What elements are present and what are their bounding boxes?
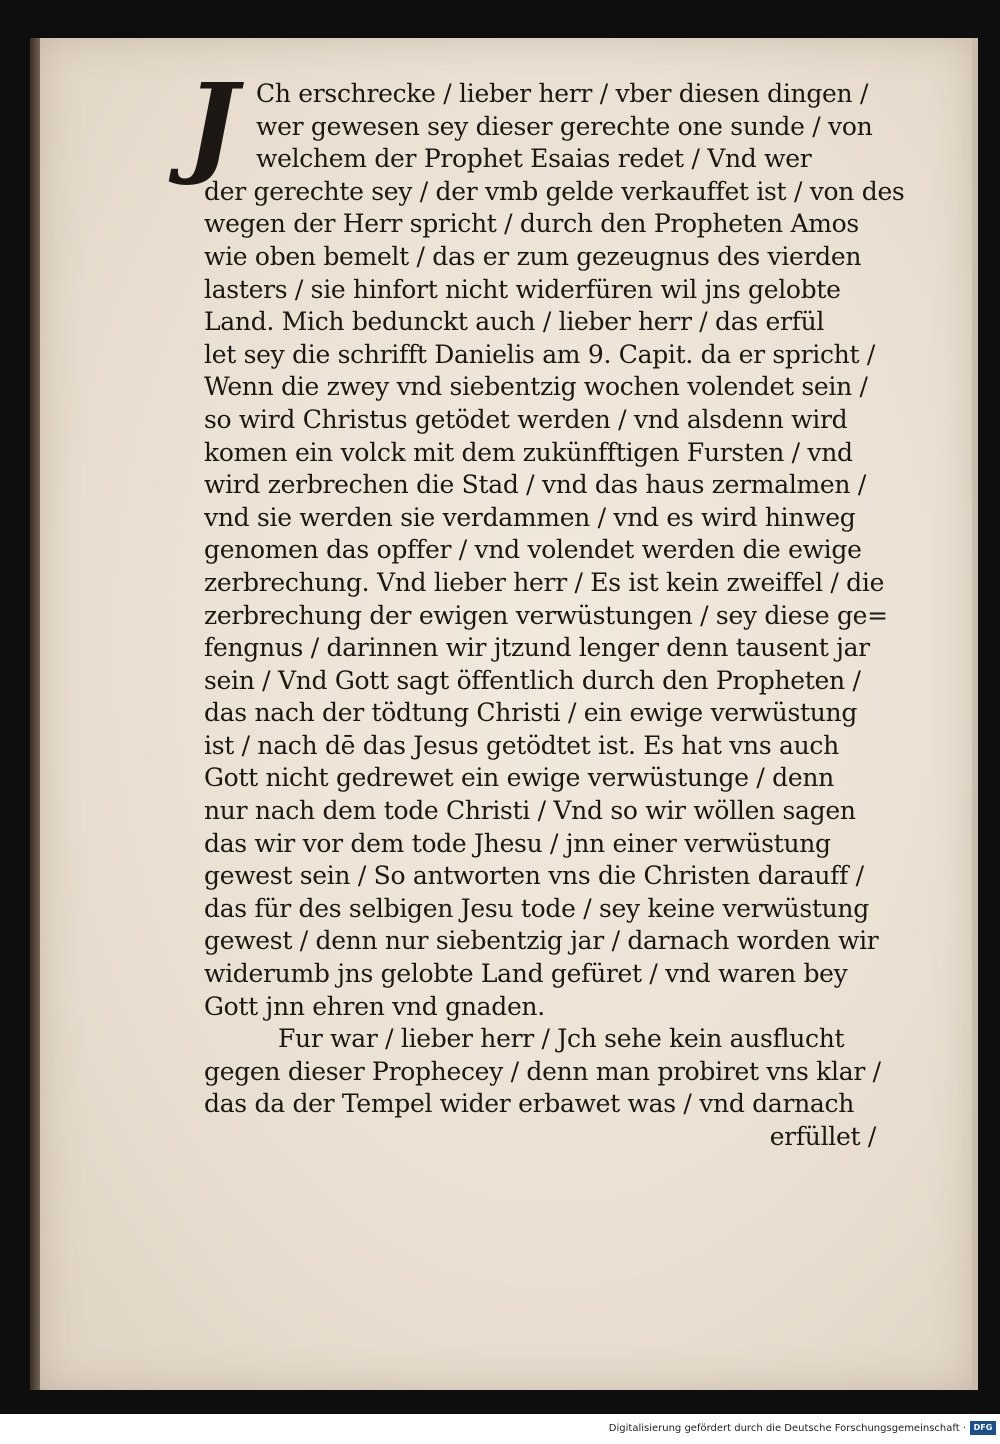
text-line: das für des selbigen Jesu tode / sey keine verwüstung <box>204 893 869 923</box>
text-line: das nach der tödtung Christi / ein ewige verwüstung <box>204 698 858 728</box>
text-line: gewest / denn nur siebentzig jar / darnach worden wir <box>204 926 879 956</box>
text-line: Land. Mich bedunckt auch / lieber herr / das erfül <box>204 307 825 337</box>
text-line: der gerechte sey / der vmb gelde verkauffet ist / von des <box>204 176 905 206</box>
drop-cap-initial: J <box>186 59 238 188</box>
text-line: widerumb jns gelobte Land gefüret / vnd waren bey <box>204 959 848 989</box>
text-line: Ch erschrecke / lieber herr / vber diesen dingen / <box>256 79 869 108</box>
text-line: das da der Tempel wider erbawet was / vnd darnach <box>204 1089 855 1119</box>
text-line: das wir vor dem tode Jhesu / jnn einer verwüstung <box>204 828 831 858</box>
text-line: so wird Christus getödet werden / vnd alsdenn wird <box>204 404 848 434</box>
text-line: wird zerbrechen die Stad / vnd das haus zermalmen / <box>204 470 866 500</box>
text-line: zerbrechung der ewigen verwüstungen / sey diese ge= <box>204 600 888 630</box>
text-line: genomen das opffer / vnd volendet werden die ewige <box>204 535 862 565</box>
text-line: vnd sie werden sie verdammen / vnd es wird hinweg <box>204 502 856 532</box>
text-line: Gott nicht gedrewet ein ewige verwüstunge / denn <box>204 763 834 793</box>
text-line: Wenn die zwey vnd siebentzig wochen volendet sein / <box>204 372 868 402</box>
text-line: gewest sein / So antworten vns die Christen darauff / <box>204 861 864 891</box>
text-line: let sey die schrifft Danielis am 9. Capit. da er spricht / <box>204 339 875 369</box>
text-line: nur nach dem tode Christi / Vnd so wir wöllen sagen <box>204 796 856 826</box>
text-line: wegen der Herr spricht / durch den Propheten Amos <box>204 209 859 239</box>
text-line: wie oben bemelt / das er zum gezeugnus des vierden <box>204 241 862 271</box>
page-text <box>186 59 905 1154</box>
text-line: Gott jnn ehren vnd gnaden. <box>204 991 545 1021</box>
text-line: Fur war / lieber herr / Jch sehe kein ausflucht <box>278 1024 845 1054</box>
text-line: ist / nach dē das Jesus getödtet ist. Es hat vns auch <box>204 730 839 760</box>
text-line: zerbrechung. Vnd lieber herr / Es ist kein zweiffel / die <box>204 567 885 597</box>
text-line: wer gewesen sey dieser gerechte one sunde / von <box>256 111 873 141</box>
footer-bar <box>0 1414 1000 1444</box>
dfg-logo: DFG <box>970 1421 996 1435</box>
funding-credit: Digitalisierung gefördert durch die Deutsche Forschungsgemeinschaft · <box>608 1423 966 1434</box>
text-line: sein / Vnd Gott sagt öffentlich durch den Propheten / <box>204 665 861 695</box>
text-line: gegen dieser Prophecey / denn man probiret vns klar / <box>204 1056 881 1086</box>
catchword: erfüllet / <box>769 1122 876 1151</box>
text-line: fengnus / darinnen wir jtzund lenger denn tausent jar <box>204 633 870 663</box>
text-line: komen ein volck mit dem zukünfftigen Fursten / vnd <box>204 437 853 467</box>
text-line: welchem der Prophet Esaias redet / Vnd wer <box>256 144 812 174</box>
text-line: lasters / sie hinfort nicht widerfüren wil jns gelobte <box>204 274 841 304</box>
page-edge-right <box>972 38 978 1390</box>
